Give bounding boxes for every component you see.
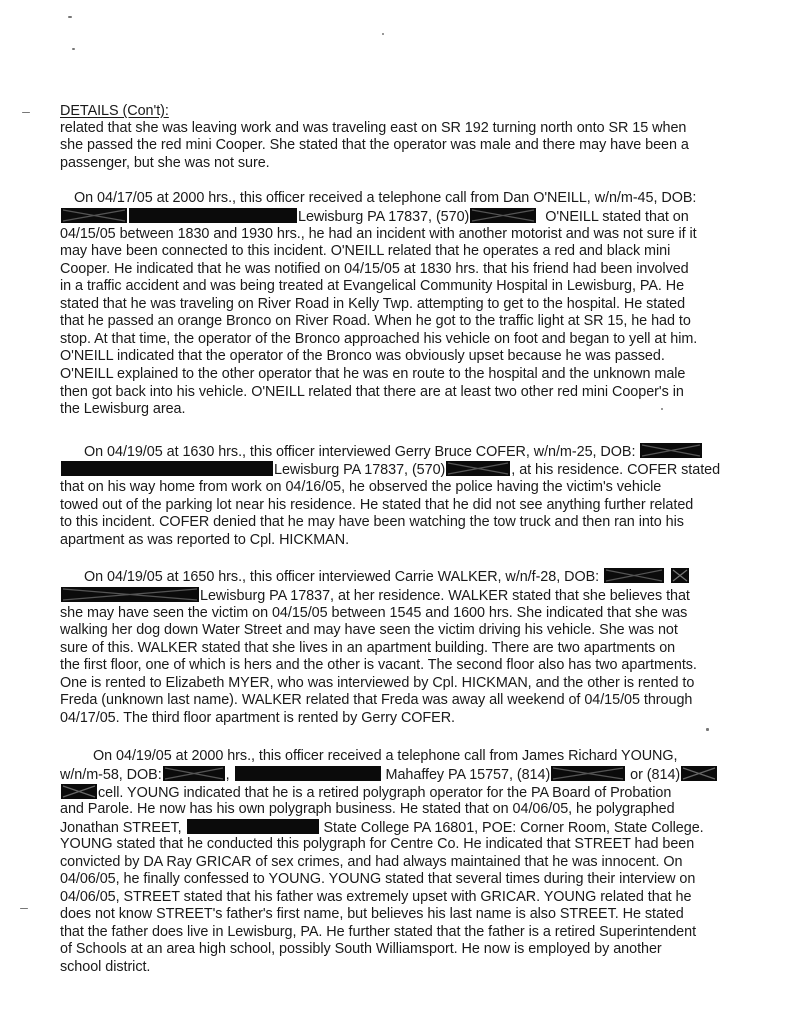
text-line: convicted by DA Ray GRICAR of sex crimes, and had always maintained that he was innocent. On [60, 854, 683, 870]
text-fragment: w/n/m-58, DOB: [60, 767, 162, 783]
text-line: and Parole. He now has his own polygraph business. He stated that on 04/06/05, he polygraphed [60, 801, 675, 817]
text-line: she passed the red mini Cooper. She stated that the operator was male and there may have been a [60, 137, 689, 153]
text-fragment: On 04/19/05 at 1630 hrs., this officer interviewed Gerry Bruce COFER, w/n/m-25, DOB: [84, 444, 636, 460]
text-line: of Schools at an area high school, possibly South Williamsport. He now is employed by another [60, 941, 662, 957]
text-line: YOUNG stated that he conducted this polygraph for Centre Co. He indicated that STREET had been [60, 836, 695, 852]
text-line: the first floor, one of which is hers and the other is vacant. The second floor also has two apartments. [60, 657, 697, 673]
text-line: One is rented to Elizabeth MYER, who was interviewed by Cpl. HICKMAN, and the other is rented to [60, 675, 695, 691]
section-heading: DETAILS (Con't): [60, 103, 169, 119]
redaction-box [671, 568, 689, 583]
redaction-box [640, 443, 702, 458]
redaction-box [61, 208, 127, 223]
scan-speck [68, 16, 72, 18]
text-fragment: On 04/19/05 at 1650 hrs., this officer interviewed Carrie WALKER, w/n/f-28, DOB: [84, 569, 600, 585]
redaction-box [446, 461, 510, 476]
text-line: in a traffic accident and was being treated at Evangelical Community Hospital in Lewisburg, PA. He [60, 278, 685, 294]
text-line: school district. [60, 959, 151, 975]
text-line: the Lewisburg area. [60, 401, 186, 417]
text-line: walking her dog down Water Street and may have seen the victim driving his vehicle. She was not [60, 622, 678, 638]
text-line: may have been connected to this incident. O'NEILL related that he operates a red and black mini [60, 243, 671, 259]
text-line: that on his way home from work on 04/16/05, he observed the police having the victim's vehicle [60, 479, 662, 495]
text-line: On 04/19/05 at 2000 hrs., this officer received a telephone call from James Richard YOUNG, [93, 748, 678, 764]
redaction-box [163, 766, 225, 781]
text-fragment: cell. YOUNG indicated that he is a retired polygraph operator for the PA Board of Probation [98, 785, 672, 801]
text-line: to this incident. COFER denied that he may have been watching the tow truck and then ran into his [60, 514, 684, 530]
text-line: O'NEILL indicated that the operator of the Bronco was obviously upset because he was passed. [60, 348, 665, 364]
text-line: Freda (unknown last name). WALKER related that Freda was away all weekend of 04/15/05 through [60, 692, 693, 708]
text-fragment: Lewisburg PA 17837, (570) [274, 462, 446, 478]
redaction-box [187, 819, 319, 834]
text-fragment: Lewisburg PA 17837, at her residence. WALKER stated that she believes that [200, 588, 690, 604]
text-line: then got back into his vehicle. O'NEILL related that there are at least two other red mini Cooper's in [60, 384, 684, 400]
text-fragment: Jonathan STREET, [60, 820, 182, 836]
scan-speck [661, 408, 663, 410]
text-line: stop. At that time, the operator of the Bronco approached his vehicle on foot and began to yell at him. [60, 331, 698, 347]
text-line: does not know STREET's father's first name, but believes his last name is also STREET. He stated [60, 906, 684, 922]
text-line [60, 766, 718, 784]
text-line [60, 784, 671, 802]
text-line [60, 819, 704, 837]
text-line: she may have seen the victim on 04/15/05 between 1545 and 1600 hrs. She indicated that she was [60, 605, 688, 621]
text-line: 04/15/05 between 1830 and 1930 hrs., he had an incident with another motorist and was not sure if it [60, 226, 697, 242]
redaction-box [551, 766, 625, 781]
text-line [84, 568, 690, 586]
text-line [84, 443, 703, 461]
redaction-box [61, 587, 199, 602]
text-line: 04/06/05, STREET stated that his father was extremely upset with GRICAR. YOUNG related that he [60, 889, 692, 905]
text-line: sure of this. WALKER stated that she lives in an apartment building. There are two apartments on [60, 640, 676, 656]
text-fragment: , [225, 767, 230, 783]
redaction-box [61, 784, 97, 799]
text-line: Cooper. He indicated that he was notified on 04/15/05 at 1830 hrs. that his friend had been involved [60, 261, 689, 277]
text-fragment: State College PA 16801, POE: Corner Room, State College. [323, 820, 704, 836]
text-line: towed out of the parking lot near his residence. He stated that he did not see anything further related [60, 497, 694, 513]
scan-speck [72, 48, 75, 50]
text-line [60, 461, 720, 479]
redaction-box [235, 766, 381, 781]
scan-speck [706, 728, 709, 731]
redaction-box [681, 766, 717, 781]
text-line: related that she was leaving work and was traveling east on SR 192 turning north onto SR 15 when [60, 120, 687, 136]
text-line [60, 208, 689, 226]
scan-speck [22, 112, 30, 113]
redaction-box [604, 568, 664, 583]
text-fragment: Mahaffey PA 15757, (814) [385, 767, 551, 783]
text-line: 04/06/05, he finally confessed to YOUNG. YOUNG stated that several times during their interview on [60, 871, 696, 887]
text-line: apartment as was reported to Cpl. HICKMAN. [60, 532, 350, 548]
text-line: that he passed an orange Bronco on River Road. When he got to the traffic light at SR 15, he had to [60, 313, 691, 329]
text-line [60, 587, 690, 605]
text-fragment: or (814) [630, 767, 681, 783]
scan-speck [20, 908, 28, 909]
text-line: that the father does live in Lewisburg, PA. He further stated that the father is a retired Superintendent [60, 924, 697, 940]
text-line: O'NEILL explained to the other operator that he was en route to the hospital and the unknown male [60, 366, 686, 382]
redaction-box [129, 208, 297, 223]
text-fragment: Lewisburg PA 17837, (570) [298, 209, 470, 225]
text-fragment: , at his residence. COFER stated [511, 462, 721, 478]
text-line: stated that he was traveling on River Road in Kelly Twp. attempting to get to the hospital. He stated [60, 296, 686, 312]
text-fragment: O'NEILL stated that on [545, 209, 689, 225]
text-line: passenger, but she was not sure. [60, 155, 270, 171]
scan-speck [382, 33, 384, 35]
text-line: 04/17/05. The third floor apartment is rented by Gerry COFER. [60, 710, 456, 726]
redaction-box [470, 208, 536, 223]
text-line: On 04/17/05 at 2000 hrs., this officer received a telephone call from Dan O'NEILL, w/n/m-45, DOB: [74, 190, 697, 206]
redaction-box [61, 461, 273, 476]
